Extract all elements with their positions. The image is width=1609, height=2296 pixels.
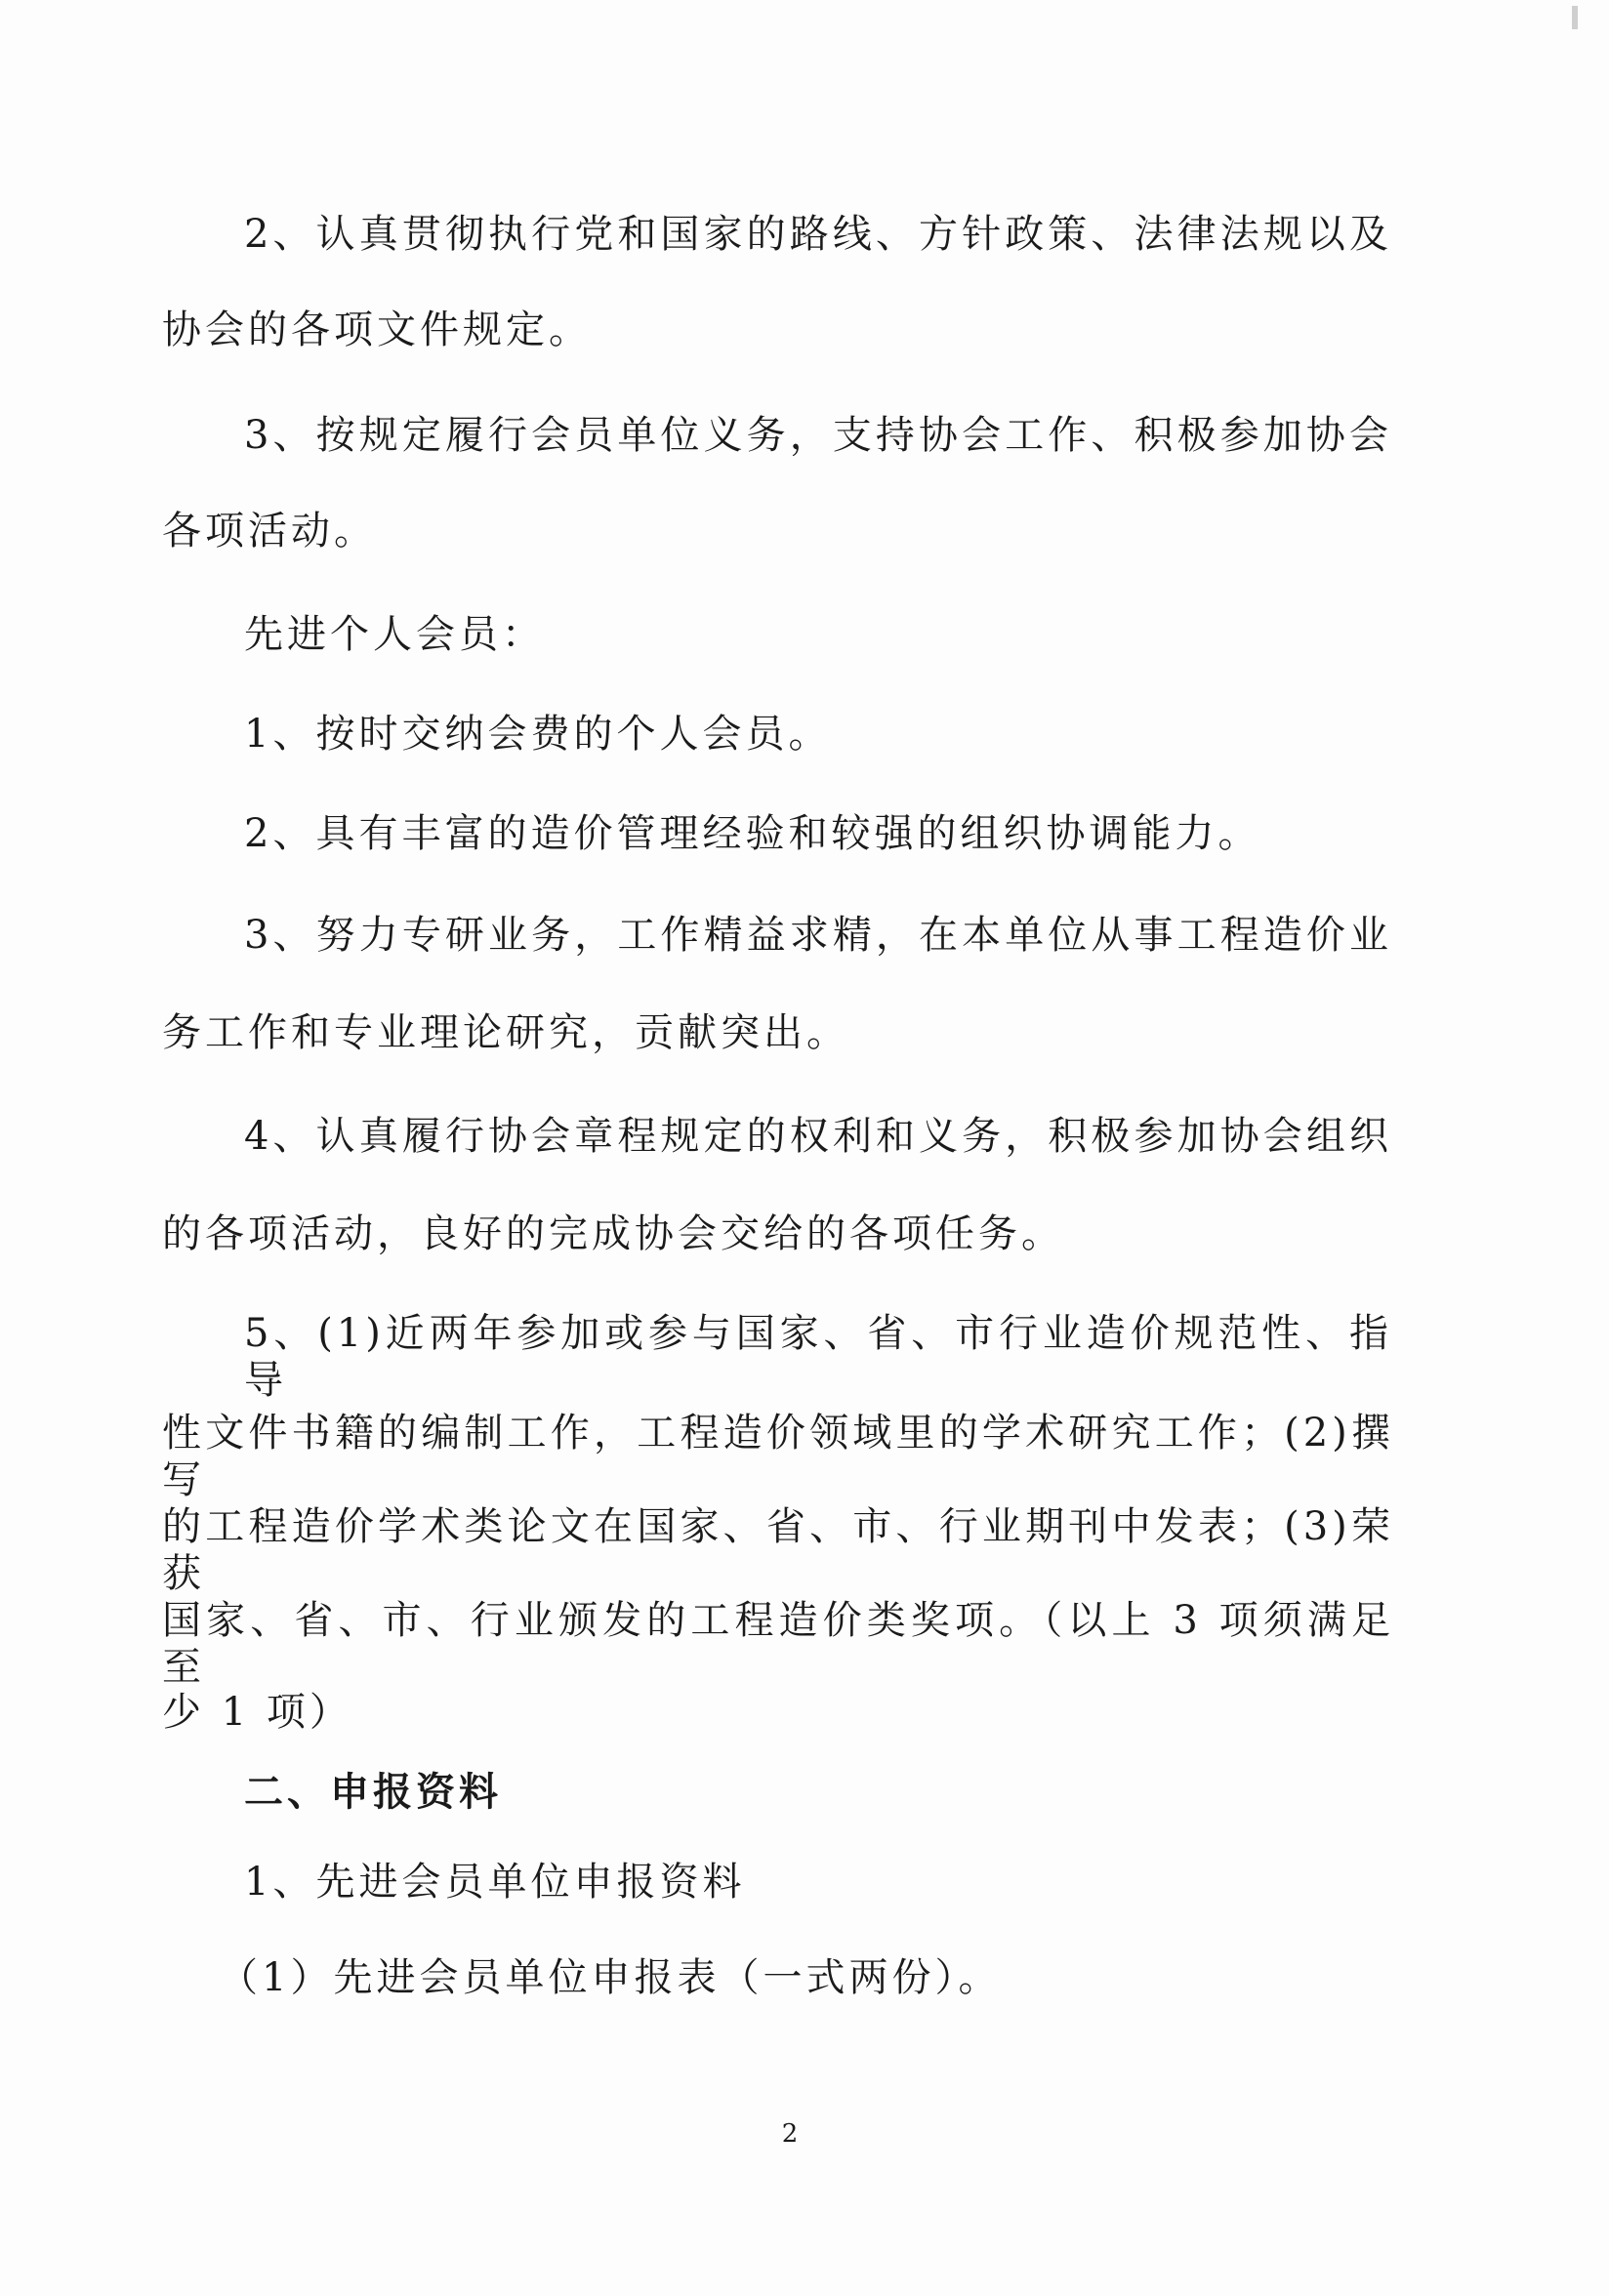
paragraph-line: 2、具有丰富的造价管理经验和较强的组织协调能力。 — [244, 811, 1261, 856]
paragraph-line: 1、按时交纳会费的个人会员。 — [244, 712, 832, 757]
paragraph-line: （1）先进会员单位申报表（一式两份）。 — [219, 1955, 1002, 2000]
scan-edge-mark — [1572, 6, 1578, 29]
paragraph-line: 少 1 项） — [162, 1690, 352, 1735]
paragraph-line: 2、认真贯彻执行党和国家的路线、方针政策、法律法规以及 — [244, 212, 1392, 257]
paragraph-line: 5、(1)近两年参加或参与国家、省、市行业造价规范性、指导 — [244, 1311, 1392, 1403]
paragraph-line: 性文件书籍的编制工作，工程造价领域里的学术研究工作；(2)撰写 — [162, 1411, 1394, 1502]
section-label: 先进个人会员： — [244, 612, 545, 657]
page-number: 2 — [781, 2119, 799, 2149]
paragraph-line: 协会的各项文件规定。 — [162, 308, 592, 352]
paragraph-line: 务工作和专业理论研究，贡献突出。 — [162, 1010, 849, 1055]
paragraph-line: 1、先进会员单位申报资料 — [244, 1860, 746, 1905]
paragraph-line: 国家、省、市、行业颁发的工程造价类奖项。（以上 3 项须满足至 — [162, 1598, 1394, 1690]
paragraph-line: 的各项活动，良好的完成协会交给的各项任务。 — [162, 1211, 1064, 1256]
paragraph-line: 的工程造价学术类论文在国家、省、市、行业期刊中发表；(3)荣获 — [162, 1504, 1394, 1596]
paragraph-line: 3、努力专研业务，工作精益求精，在本单位从事工程造价业 — [244, 913, 1392, 958]
paragraph-line: 各项活动。 — [162, 509, 377, 554]
paragraph-line: 4、认真履行协会章程规定的权利和义务，积极参加协会组织 — [244, 1114, 1392, 1159]
section-heading: 二、申报资料 — [244, 1770, 502, 1815]
paragraph-line: 3、按规定履行会员单位义务，支持协会工作、积极参加协会 — [244, 413, 1392, 458]
